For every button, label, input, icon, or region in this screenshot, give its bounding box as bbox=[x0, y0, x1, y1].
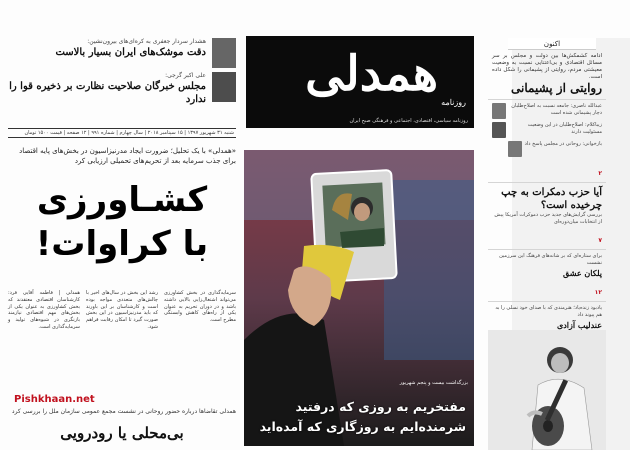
small-item-text: بازخوانی: روحانی در مجلس پاسخ داد bbox=[524, 141, 602, 147]
item2-text: بررسی گرایش‌های جدید حزب دموکرات آمریکا پیش از انتخابات میان‌دوره‌ای bbox=[494, 212, 602, 225]
masthead-title: همدلی bbox=[305, 46, 438, 102]
small-items bbox=[488, 100, 606, 183]
lead-news bbox=[488, 50, 606, 100]
lead-headline: روایتی از پشیمانی bbox=[511, 81, 602, 95]
portrait-thumbnail bbox=[508, 141, 522, 157]
brief-title: مجلس خبرگان صلاحیت نظارت بر ذخیره قوا را ندارد bbox=[9, 81, 206, 105]
guitarist-illustration bbox=[488, 330, 606, 450]
brief-title: دقت موشک‌های ایران بسیار بالاست bbox=[55, 47, 206, 58]
news-item-2 bbox=[488, 183, 606, 250]
photo-caption: بزرگداشت بیست و پنجم شهریور bbox=[399, 380, 468, 386]
list-item bbox=[492, 122, 602, 138]
portrait-photo bbox=[212, 38, 236, 68]
masthead bbox=[246, 36, 474, 128]
left-briefs bbox=[8, 38, 236, 110]
item4-headline: عندلیب آزادی bbox=[556, 320, 602, 330]
page-number: ۷ bbox=[598, 237, 602, 244]
page-number: ۱۲ bbox=[594, 289, 602, 296]
body-column: رشد این بخش در سال‌های اخیر با چالش‌های متعددی مواجه بوده است و کارشناسان بر این باورند که باید مدرنیزاسیون در این بخش صورت گیرد تا امکان رقابت فراهم شود. bbox=[86, 290, 158, 330]
brief-item bbox=[8, 72, 236, 106]
small-item-text: عبدالله ناصری: جامعه نسبت به اصلاح‌طلبان دچار پشیمانی شده است bbox=[511, 103, 602, 116]
brief-kicker: علی اکبر گرجی: bbox=[165, 72, 206, 79]
right-news-column bbox=[488, 38, 606, 353]
photo-headline-line2: شرمنده‌ایم به روزگاری که آمده‌اید bbox=[259, 419, 466, 434]
small-item-text: زیباکلام: اصلاح‌طلبان در این وضعیت مسئولیت دارند bbox=[527, 122, 602, 135]
brief-item bbox=[8, 38, 236, 68]
now-label: اکنون bbox=[508, 38, 596, 50]
main-headline-line1: کشـاورزی bbox=[36, 180, 208, 220]
item3-headline: پلکان عشق bbox=[563, 268, 602, 278]
brief-text bbox=[8, 72, 206, 106]
list-item bbox=[492, 103, 602, 119]
list-item bbox=[492, 141, 602, 157]
lead-text: ادامه کشمکش‌ها بین دولت و مجلس بر سر مسائل اقتصادی و بی‌اعتنایی نسبت به وضعیت معیشتی مردم، روایتی از پشیمانی را شکل داده است. bbox=[492, 53, 602, 80]
portrait-photo bbox=[212, 72, 236, 102]
portrait-thumbnail bbox=[492, 103, 506, 119]
item4-text: یادبود زنده‌یاد؛ هنرمندی که با صدای خود نسلی را به هم پیوند داد bbox=[495, 305, 602, 318]
body-column: سرمایه‌گذاری در بخش کشاورزی می‌تواند اشتغال‌زایی بالایی داشته باشد و در دوران تحریم به عنوان یکی از راه‌های کاهش وابستگی مطرح است. bbox=[164, 290, 236, 324]
masthead-description: روزنامه سیاسی، اقتصادی، اجتماعی و فرهنگی صبح ایران bbox=[349, 118, 468, 124]
main-headline-line2: با کراوات! bbox=[35, 224, 209, 264]
watermark-link[interactable]: Pishkhaan.net bbox=[14, 394, 95, 405]
page-number: ۲ bbox=[598, 170, 602, 177]
issue-info-line: شنبه ۳۱ شهریور ۱۳۹۷ | ۱۵ سپتامبر ۲۰۱۸ | سال چهارم | شماره ۹۹۱ | ۱۲ صفحه | قیمت ۱۵۰۰ تومان bbox=[8, 128, 236, 138]
photo-headline-line1: مفتخریم به روزی که درفتید bbox=[295, 399, 466, 414]
brief-text bbox=[8, 38, 206, 59]
masthead-subtitle: روزنامه bbox=[441, 98, 466, 107]
bottom-story-kicker: همدلی تقاضا‌ها درباره حضور روحانی در نشست مجمع عمومی سازمان ملل را بررسی کرد bbox=[11, 408, 236, 415]
bottom-story-headline: بی‌محلی یا رودرویی bbox=[60, 424, 184, 442]
item2-headline: آیا حزب دمکرات به چپ چرخیده است؟ bbox=[501, 187, 602, 211]
main-story-body bbox=[8, 290, 236, 331]
main-headline bbox=[8, 178, 236, 266]
guitarist-photo bbox=[488, 330, 606, 450]
brief-kicker: هشدار سردار جعفری به کره‌ای‌های بیرون‌نشین: bbox=[87, 38, 206, 45]
body-column: همدلی | فاطمه آقایی فرد: کارشناسان اقتصادی معتقدند که بخش کشاورزی به عنوان یکی از بخش‌های مهم اقتصادی نیازمند بازنگری در شیوه‌های تولید و سرمایه‌گذاری است. bbox=[8, 290, 80, 330]
main-photo bbox=[244, 150, 474, 446]
news-item-3 bbox=[488, 250, 606, 302]
portrait-thumbnail bbox=[492, 122, 506, 138]
item3-text: برای ستاره‌ای که بر شانه‌های فرهنگ این سرزمین نشست bbox=[499, 253, 602, 266]
main-story-kicker: «همدلی» با یک تحلیل؛ ضرورت ایجاد مدرنیزاسیون در بخش‌های پایه اقتصاد برای جذب سرمایه بعد از تحریم‌های تحمیلی ارزیابی کرد bbox=[19, 147, 236, 165]
